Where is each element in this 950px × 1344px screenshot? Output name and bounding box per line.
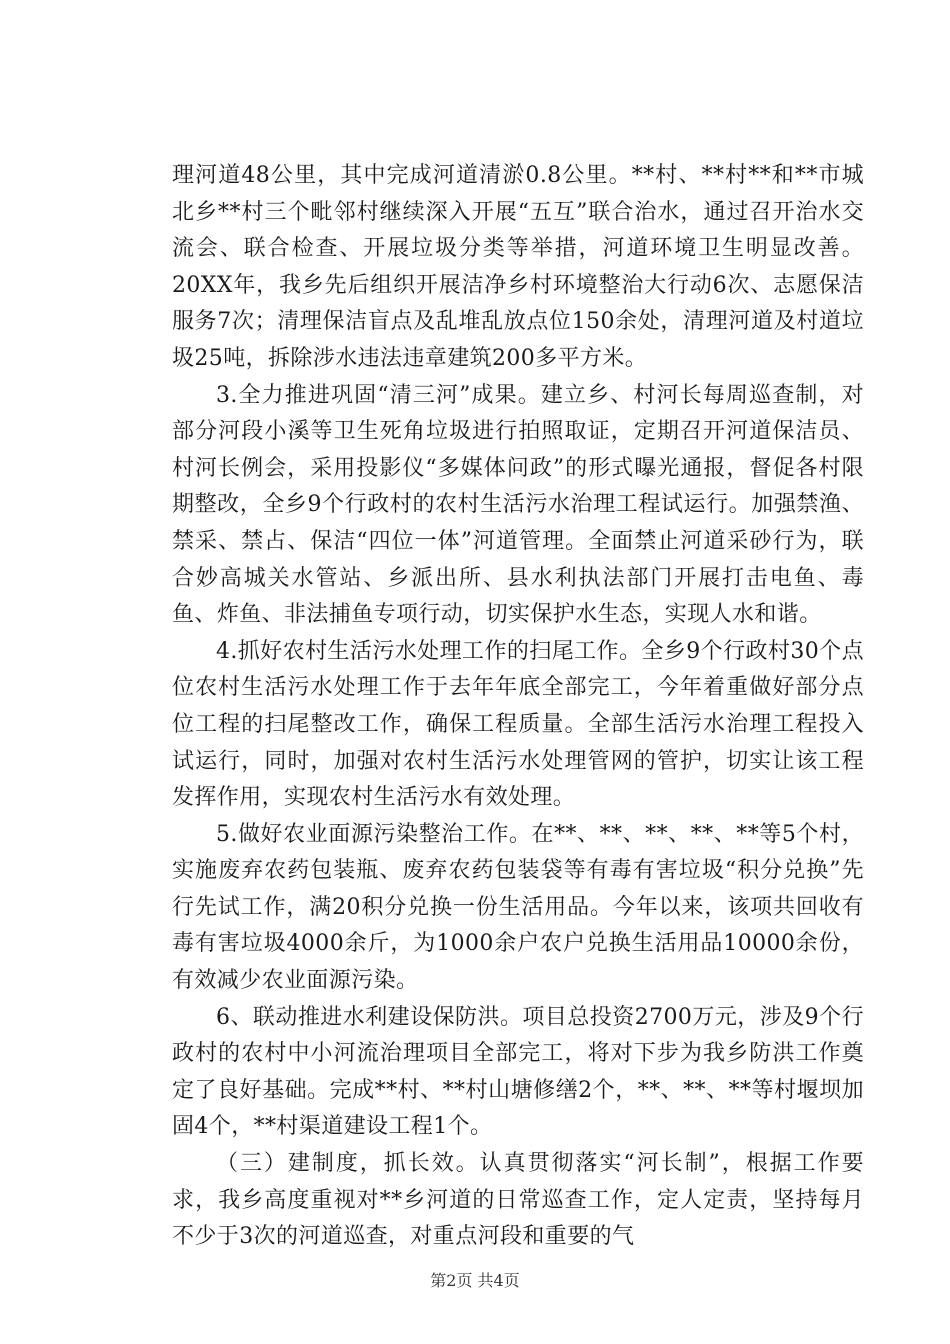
paragraph-item-6: 6、联动推进水利建设保防洪。项目总投资2700万元，涉及9个行政村的农村中小河流治理项目全部完工，将对下步为我乡防洪工作奠定了良好基础。完成**村、**村山塘修缮2个，**、**、**等村堰坝加固4个，**村渠道建设工程1个。: [172, 1004, 864, 1140]
paragraph-item-5: 5.做好农业面源污染整治工作。在**、**、**、**、**等5个村，实施废弃农药包装瓶、废弃农药包装袋等有毒有害垃圾“积分兑换”先行先试工作，满20积分兑换一份生活用品。今年以来，该项共回收有毒有害垃圾4000余斤，为1000余户农户兑换生活用品10000余份，有效减少农业面源污染。: [172, 821, 864, 994]
document-body: [172, 158, 864, 1256]
page-number-footer: 第2页 共4页: [430, 1271, 520, 1290]
paragraph-item-4: 4.抓好农村生活污水处理工作的扫尾工作。全乡9个行政村30个点位农村生活污水处理工作于去年年底全部完工，今年着重做好部分点位工程的扫尾整改工作，确保工程质量。全部生活污水治理工程投入试运行，同时，加强对农村生活污水处理管网的管护，切实让该工程发挥作用，实现农村生活污水有效处理。: [172, 638, 864, 811]
paragraph-section-3: （三）建制度，抓长效。认真贯彻落实“河长制”，根据工作要求，我乡高度重视对**乡河道的日常巡查工作，定人定责，坚持每月不少于3次的河道巡查，对重点河段和重要的气: [172, 1151, 864, 1250]
paragraph-continuation: 理河道48公里，其中完成河道清淤0.8公里。**村、**村**和**市城北乡**村三个毗邻村继续深入开展“五互”联合治水，通过召开治水交流会、联合检查、开展垃圾分类等举措，河道环境卫生明显改善。20XX年，我乡先后组织开展洁净乡村环境整治大行动6次、志愿保洁服务7次；清理保洁盲点及乱堆乱放点位150余处，清理河道及村道垃圾25吨，拆除涉水违法违章建筑200多平方米。: [172, 163, 864, 371]
paragraph-item-3: 3.全力推进巩固“清三河”成果。建立乡、村河长每周巡查制，对部分河段小溪等卫生死角垃圾进行拍照取证，定期召开河道保洁员、村河长例会，采用投影仪“多媒体问政”的形式曝光通报，督促各村限期整改，全乡9个行政村的农村生活污水治理工程试运行。加强禁渔、禁采、禁占、保洁“四位一体”河道管理。全面禁止河道采砂行为，联合妙高城关水管站、乡派出所、县水利执法部门开展打击电鱼、毒鱼、炸鱼、非法捕鱼专项行动，切实保护水生态，实现人水和谐。: [172, 382, 864, 628]
